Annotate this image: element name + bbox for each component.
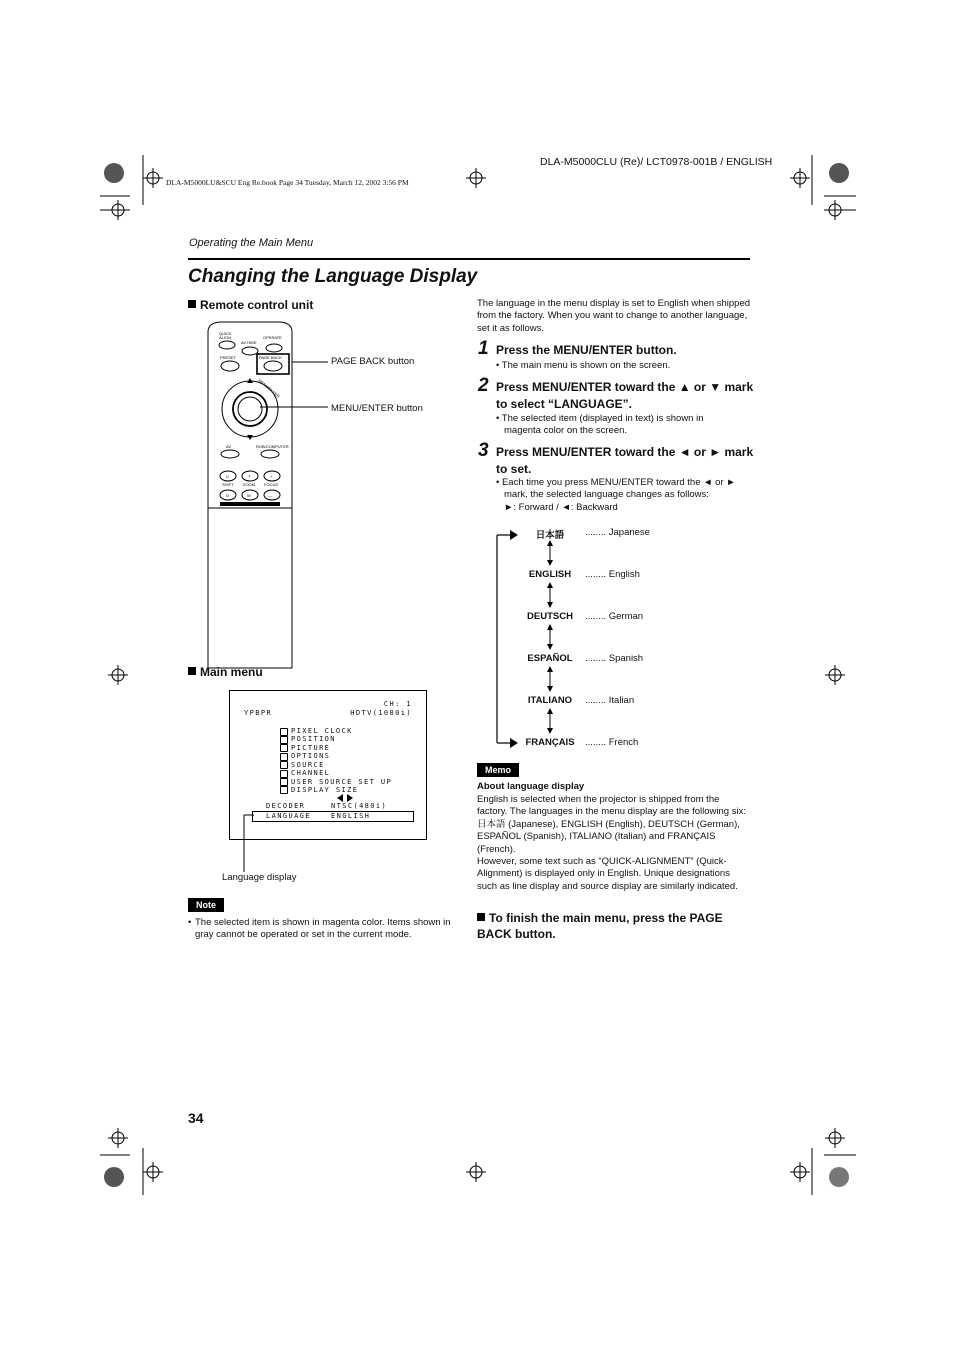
menu-item-icon	[280, 778, 288, 786]
square-bullet-icon	[188, 300, 196, 308]
menu-item: POSITION	[291, 735, 336, 743]
memo-paragraph-1: English is selected when the projector is shipped from the factory. The languages in the menu display are the following six: 日本語 (Japanese), ENGLISH (English), DEUTSCH (German), ESPAÑOL (Spanish), ITALIANO (Italian) and FRANÇAIS (French).	[477, 794, 746, 855]
note-badge: Note	[188, 898, 224, 912]
step-bullet-text: Each time you press MENU/ENTER toward the ◄ or ► mark, the selected language changes as follows:	[501, 477, 736, 501]
remote-label-zoom: ZOOM	[243, 482, 255, 487]
main-menu-heading	[188, 665, 263, 679]
menu-item: PICTURE	[291, 744, 331, 752]
remote-heading	[188, 298, 313, 312]
memo-title: About language display	[477, 781, 585, 792]
remote-label-minus: —	[268, 493, 272, 498]
finish-text: To finish the main menu, press the PAGE BACK button.	[477, 911, 723, 941]
language-desc: ........ German	[585, 611, 644, 622]
remote-label-u: U	[226, 474, 229, 479]
remote-label-d: D	[226, 493, 229, 498]
main-menu-heading-text: Main menu	[200, 665, 263, 679]
language-desc: ........ Spanish	[585, 653, 644, 664]
remote-label-align: ALIGN.	[219, 335, 233, 340]
step-heading: Press MENU/ENTER toward the ▲ or ▼ mark to select “LANGUAGE”.	[496, 380, 754, 411]
language-name: FRANÇAIS	[525, 737, 575, 748]
step-2	[478, 375, 754, 439]
menu-item-icon	[280, 744, 288, 752]
step-3	[478, 440, 754, 514]
step-heading: Press the MENU/ENTER button.	[496, 343, 677, 357]
language-desc: ........ French	[585, 737, 639, 748]
language-name: ENGLISH	[528, 569, 572, 580]
menu-language-label: LANGUAGE	[266, 812, 311, 820]
remote-label-focus: FOCUS	[264, 482, 278, 487]
menu-item-icon	[280, 728, 288, 736]
menu-item-icon	[280, 753, 288, 761]
remote-label-w: W	[247, 493, 251, 498]
language-name: DEUTSCH	[527, 611, 573, 622]
remote-label-plus: +	[270, 474, 273, 479]
remote-label-preset: PRESET	[220, 355, 237, 360]
step-bullet: • Each time you press MENU/ENTER toward the ◄ or ► mark, the selected language changes as follows:	[496, 477, 736, 501]
language-cycle-diagram	[488, 525, 568, 755]
page-title: Changing the Language Display	[188, 266, 478, 287]
square-bullet-icon	[188, 667, 196, 675]
step-number: 2	[478, 375, 489, 396]
callout-page-back: PAGE BACK button	[331, 356, 415, 367]
menu-decoder-label: DECODER	[266, 802, 306, 810]
menu-input: YPBPR	[244, 709, 273, 717]
remote-label-page-back: PAGE BACK	[259, 355, 282, 360]
menu-item-icon	[280, 786, 288, 794]
model-code: DLA-M5000CLU (Re)/ LCT0978-001B / ENGLISH	[540, 156, 773, 168]
remote-label-rgb-computer: RGB/COMPUTER	[256, 444, 289, 449]
language-name: ITALIANO	[527, 695, 573, 706]
language-desc: ........ English	[585, 569, 640, 580]
header-rule	[188, 258, 750, 260]
language-name: 日本語	[535, 530, 565, 541]
callout-language-display: Language display	[222, 872, 297, 883]
remote-label-t: T	[248, 474, 251, 479]
menu-item: SOURCE	[291, 761, 325, 769]
menu-channel: CH: 1	[383, 700, 412, 708]
step-bullet-text: The selected item (displayed in text) is shown in magenta color on the screen.	[501, 413, 704, 437]
menu-item-icon	[280, 761, 288, 769]
remote-label-shift: SHIFT	[222, 482, 234, 487]
square-bullet-icon	[477, 913, 485, 921]
step-bullet: • The main menu is shown on the screen.	[496, 360, 671, 371]
language-desc: ........ Italian	[585, 695, 635, 706]
menu-item: CHANNEL	[291, 769, 331, 777]
page-number: 34	[188, 1110, 204, 1126]
memo-paragraph-2: However, some text such as “QUICK-ALIGNMENT” (Quick-Alignment) is displayed only in English. Unique designations such as line display and source display are similarly indicated.	[477, 856, 738, 892]
note-text: • The selected item is shown in magenta color. Items shown in gray cannot be operated or set in the current mode.	[188, 917, 462, 942]
remote-label-menu-enter: MENU/ENTER	[257, 377, 281, 399]
language-display-leader	[240, 810, 270, 874]
remote-label-operate: OPERATE	[263, 335, 282, 340]
menu-item: PIXEL CLOCK	[291, 727, 353, 735]
remote-label-av: AV	[226, 444, 232, 449]
remote-heading-text: Remote control unit	[200, 298, 314, 312]
language-name: ESPAÑOL	[527, 653, 573, 664]
step-1	[478, 338, 753, 372]
remote-callout-lines	[260, 355, 330, 415]
finish-instruction	[477, 911, 753, 942]
menu-item: DISPLAY SIZE	[291, 786, 359, 794]
menu-item-icon	[280, 770, 288, 778]
step-bullet-text: The main menu is shown on the screen.	[501, 360, 671, 371]
menu-item: USER SOURCE SET UP	[291, 778, 393, 786]
step-number: 3	[478, 440, 489, 461]
note-body: The selected item is shown in magenta color. Items shown in gray cannot be operated or set in the current mode.	[195, 917, 451, 941]
menu-item: OPTIONS	[291, 752, 331, 760]
language-desc: ........ Japanese	[585, 527, 650, 538]
menu-decoder-value: NTSC(480i)	[331, 802, 388, 810]
remote-label-quick: QUICK	[219, 331, 232, 336]
intro-text: The language in the menu display is set to English when shipped from the factory. When you want to change to another language, set it as follows.	[477, 298, 751, 334]
left-right-arrows-icon	[336, 794, 354, 802]
memo-badge: Memo	[477, 763, 519, 777]
step-number: 1	[478, 338, 489, 359]
file-stamp: DLA-M5000LU&SCU Eng Re.book Page 34 Tuesday, March 12, 2002 3:56 PM	[166, 178, 409, 187]
section-label: Operating the Main Menu	[189, 237, 314, 249]
step-heading: Press MENU/ENTER toward the ◄ or ► mark to set.	[496, 445, 754, 476]
step-bullet-extra: ►: Forward / ◄: Backward	[504, 502, 618, 513]
remote-label-av-hide: AV HIDE	[241, 340, 257, 345]
menu-language-value: ENGLISH	[331, 812, 371, 820]
callout-menu-enter: MENU/ENTER button	[331, 403, 423, 414]
step-bullet: • The selected item (displayed in text) is shown in magenta color on the screen.	[496, 413, 704, 437]
menu-item-icon	[280, 736, 288, 744]
menu-signal: HDTV(1080i)	[350, 709, 412, 717]
